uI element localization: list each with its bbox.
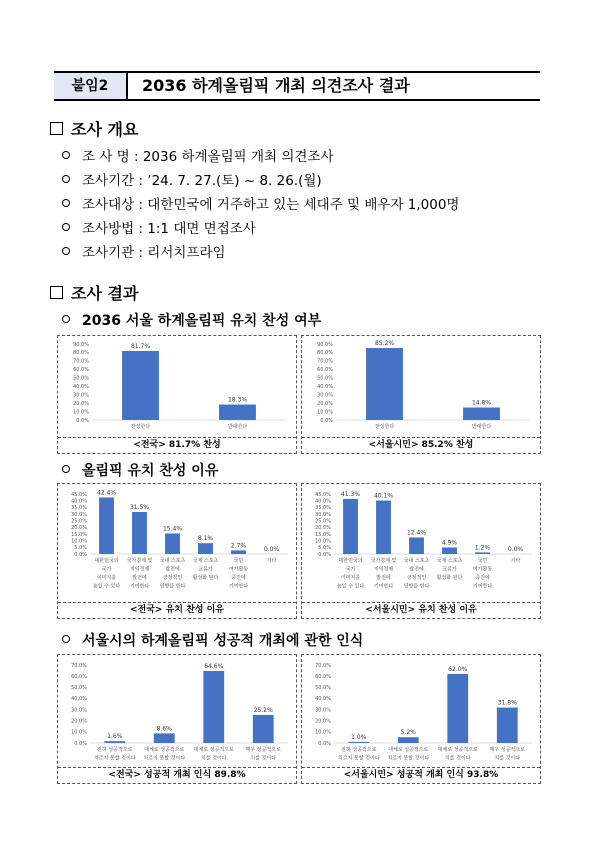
category-label-line: 긍정적인 [406,575,427,581]
section-overview-title: 조사 개요 [50,120,138,140]
y-tick-label: 70.0% [71,662,87,669]
y-tick-label: 0.0% [76,417,89,424]
bar [497,708,518,743]
y-tick-label: 50.0% [315,685,331,692]
y-tick-label: 45.0% [71,491,87,498]
category-label-line: 치를 것이다 [494,755,521,762]
bar [409,537,424,554]
category-label [375,423,394,430]
y-tick-label: 10.0% [71,538,87,545]
category-label [131,423,150,430]
category-label-line: 활성화 된다 [192,575,219,581]
category-label-line: 전혀 성공적으로 [341,747,377,753]
chart-national-reasons [58,484,296,604]
y-tick-label: 30.0% [315,707,331,714]
category-label-line: 발전에 [376,575,391,581]
category-label [160,557,186,590]
category-label-line: 높일 수 있다 [92,583,121,590]
category-label [143,746,185,762]
document-header [54,71,540,101]
data-label: 1.0% [351,733,367,741]
chart-seoul-support [302,336,540,439]
y-tick-label: 20.0% [73,400,89,407]
data-label: 64.6% [204,663,224,671]
category-label [194,746,234,762]
y-tick-label: 0.0% [74,740,87,747]
y-tick-label: 20.0% [71,525,87,532]
category-label-line: 대한민국의 [94,558,119,564]
y-tick-label: 40.0% [317,384,333,391]
chart-caption: <전국> 성공적 개최 인식 89.8% [58,767,296,783]
circle-bullet-icon [62,635,70,643]
category-label-line: 교류가 [442,566,457,573]
y-tick-label: 10.0% [315,729,331,736]
y-tick-label: 90.0% [73,341,89,348]
data-label: 1.6% [107,733,123,741]
category-label [473,557,492,590]
category-label-line: 활성화 된다 [436,575,463,581]
data-label: 31.8% [497,699,517,707]
category-label-line: 국내 스포츠 [403,558,430,564]
category-label-line: 반대한다 [471,424,492,430]
category-label-line: 치를 것이다 [250,755,277,762]
data-label: 31.5% [129,504,150,511]
bar [253,715,274,743]
square-bullet-icon [50,286,63,299]
category-label [246,746,282,762]
bar [154,733,175,743]
y-tick-label: 0.0% [318,551,331,558]
category-label-line: 대한민국의 [338,558,363,564]
category-label [127,557,153,590]
section-results-title: 조사 결과 [50,284,138,304]
overview-item: 조사기간 : ’24. 7. 27.(토) ~ 8. 26.(월) [62,172,322,190]
category-label-line: 지역경제 [129,566,150,573]
category-label-line: 찬성한다 [374,424,395,430]
category-label-line: 매우 성공적으로 [245,747,281,753]
bar [343,499,358,554]
data-label: 8.1% [197,535,214,543]
category-label-line: 기여한다 [129,583,150,590]
y-tick-label: 30.0% [317,392,333,399]
category-label-line: 기타 [266,558,277,564]
bar [366,348,403,420]
y-tick-label: 15.0% [71,531,87,538]
category-label-line: 국가경제 및 [370,558,397,564]
category-label [511,557,521,564]
y-tick-label: 10.0% [71,729,87,736]
bar [463,408,500,420]
category-label-line: 높일 수 있다 [336,583,365,590]
data-label: 15.4% [162,525,183,533]
category-label [404,557,430,590]
category-label [93,557,120,590]
square-bullet-icon [50,122,63,135]
circle-bullet-icon [62,315,70,323]
category-label-line: 치르지 못할 것이다 [93,755,136,762]
circle-bullet-icon [62,223,70,231]
category-label [387,746,429,762]
y-tick-label: 60.0% [73,367,89,374]
y-tick-label: 60.0% [71,673,87,680]
y-tick-label: 90.0% [317,341,333,348]
chart-caption: <전국> 81.7% 찬성 [58,437,296,453]
y-tick-label: 40.0% [73,384,89,391]
category-label-line: 치르지 못할 것이다 [387,755,430,762]
subsection-success-title: 서울시의 하계올림픽 성공적 개최에 관한 인식 [62,632,363,650]
category-label-line: 긍정적인 [162,575,183,581]
y-tick-label: 60.0% [317,367,333,374]
category-label [337,557,364,590]
circle-bullet-icon [62,151,70,159]
category-label [371,557,397,590]
bar [104,741,125,743]
data-label: 8.6% [156,725,172,733]
chart-panel-seoul-support [301,335,541,454]
category-label-line: 기여한다 [472,583,493,590]
y-tick-label: 10.0% [317,409,333,416]
category-label-line: 증진에 [231,575,246,581]
category-label-line: 반대한다 [227,424,248,430]
y-tick-label: 0.0% [74,551,87,558]
y-tick-label: 40.0% [315,696,331,703]
y-tick-label: 60.0% [315,673,331,680]
category-label-line: 국가 [101,566,112,573]
bar [165,533,180,554]
category-label-line: 찬성한다 [130,424,151,430]
category-label [228,423,247,430]
data-label: 41.3% [340,490,361,498]
data-label: 14.8% [471,399,492,407]
data-label: 42.4% [96,489,117,497]
category-label-line: 영향을 한다 [403,583,430,590]
category-label-line: 이미지를 [96,575,117,581]
y-tick-label: 35.0% [71,505,87,512]
category-label [472,423,491,430]
circle-bullet-icon [62,465,70,473]
y-tick-label: 5.0% [318,545,331,552]
data-label: 40.1% [373,492,394,500]
data-label: 18.3% [227,396,248,404]
category-label-line: 발전에 [409,566,424,573]
category-label-line: 치르지 못할 것이다 [143,755,186,762]
y-tick-label: 30.0% [71,511,87,518]
y-tick-label: 25.0% [71,518,87,525]
overview-item: 조사대상 : 대한민국에 거주하고 있는 세대주 및 배우자 1,000명 [62,196,459,214]
y-tick-label: 80.0% [73,350,89,357]
subsection-reasons-title: 올림픽 유치 찬성 이유 [62,462,218,480]
chart-panel-national-reasons [57,483,297,619]
bar [99,497,114,554]
bar [203,671,224,743]
y-tick-label: 40.0% [315,498,331,505]
chart-panel-national-success [57,654,297,784]
y-tick-label: 40.0% [71,498,87,505]
data-label: 81.7% [130,343,151,351]
category-label-line: 국제 스포츠 [436,558,463,564]
y-tick-label: 30.0% [73,392,89,399]
category-label-line: 발전에 [132,575,147,581]
category-label [193,557,219,581]
category-label-line: 교류가 [198,566,213,573]
category-label-line: 치를 것이다 [444,755,471,762]
data-label: 0.0% [263,546,280,553]
y-tick-label: 70.0% [317,358,333,365]
category-label-line: 치르지 못할 것이다 [337,755,380,762]
data-label: 5.2% [400,729,416,737]
y-tick-label: 20.0% [71,718,87,725]
y-tick-label: 0.0% [320,417,333,424]
chart-national-support [58,336,296,439]
chart-seoul-success [302,655,540,769]
category-label-line: 여가활동 [228,566,249,573]
data-label: 0.0% [507,546,524,553]
chart-caption: <서울시민> 유치 찬성 이유 [302,602,540,618]
category-label-line: 대체로 성공적으로 [144,747,185,753]
bar [475,552,490,554]
y-tick-label: 45.0% [315,491,331,498]
category-label-line: 매우 성공적으로 [489,747,525,753]
category-label-line: 국가 [345,566,356,573]
y-tick-label: 30.0% [315,511,331,518]
chart-caption: <서울시민> 성공적 개최 인식 93.8% [302,767,540,783]
category-label-line: 국제 스포츠 [192,558,219,564]
data-label: 12.4% [406,529,427,537]
y-tick-label: 20.0% [315,718,331,725]
category-label [437,557,463,581]
category-label-line: 영향을 한다 [159,583,186,590]
chart-panel-seoul-reasons [301,483,541,619]
category-label-line: 전혀 성공적으로 [97,747,133,753]
chart-panel-seoul-success [301,654,541,784]
y-tick-label: 35.0% [315,505,331,512]
category-label-line: 증진에 [475,575,490,581]
y-tick-label: 20.0% [315,525,331,532]
chart-caption: <서울시민> 85.2% 찬성 [302,437,540,453]
category-label-line: 치를 것이다 [200,755,227,762]
circle-bullet-icon [62,175,70,183]
bar [198,543,213,554]
bar [132,512,147,554]
category-label-line: 국가경제 및 [126,558,153,564]
category-label-line: 대체로 성공적으로 [388,747,429,753]
y-tick-label: 5.0% [74,545,87,552]
y-tick-label: 80.0% [317,350,333,357]
category-label-line: 이미지를 [340,575,361,581]
bar [447,674,468,743]
data-label: 85.2% [374,340,395,348]
document-title: 2036 하계올림픽 개최 의견조사 결과 [142,76,410,95]
category-label [94,746,136,762]
chart-panel-national-support [57,335,297,454]
y-tick-label: 50.0% [73,375,89,382]
circle-bullet-icon [62,247,70,255]
category-label-line: 기여한다 [228,583,249,590]
category-label-line: 대체로 성공적으로 [193,747,234,753]
chart-seoul-reasons [302,484,540,604]
data-label: 25.2% [253,706,273,714]
category-label [267,557,277,564]
category-label-line: 기타 [510,558,521,564]
bar [231,550,246,554]
bar [348,742,369,743]
category-label [229,557,248,590]
overview-item: 조 사 명 : 2036 하계올림픽 개최 의견조사 [62,148,334,166]
category-label-line: 국민 [233,558,244,564]
y-tick-label: 15.0% [315,531,331,538]
data-label: 1.2% [474,544,491,552]
category-label-line: 발전에 [165,566,180,573]
bar [122,351,159,420]
category-label [490,746,526,762]
y-tick-label: 40.0% [71,696,87,703]
category-label-line: 대체로 성공적으로 [437,747,478,753]
attachment-tag: 붙임2 [54,73,128,99]
data-label: 4.9% [441,539,458,547]
data-label: 2.7% [230,542,247,550]
category-label-line: 국민 [477,558,488,564]
y-tick-label: 70.0% [73,358,89,365]
circle-bullet-icon [62,199,70,207]
category-label-line: 기여한다 [373,583,394,590]
y-tick-label: 50.0% [71,685,87,692]
bar [376,501,391,554]
y-tick-label: 30.0% [71,707,87,714]
y-tick-label: 0.0% [318,740,331,747]
y-tick-label: 70.0% [315,662,331,669]
bar [219,405,256,420]
overview-item: 조사기관 : 리서치프라임 [62,244,226,262]
category-label [438,746,478,762]
y-tick-label: 10.0% [73,409,89,416]
y-tick-label: 10.0% [315,538,331,545]
category-label-line: 국내 스포츠 [159,558,186,564]
category-label-line: 여가활동 [472,566,493,573]
bar [442,547,457,554]
chart-national-success [58,655,296,769]
subsection-support-title: 2036 서울 하계올림픽 유치 찬성 여부 [62,312,321,330]
y-tick-label: 50.0% [317,375,333,382]
data-label: 62.0% [448,665,468,673]
y-tick-label: 25.0% [315,518,331,525]
category-label [338,746,380,762]
bar [398,737,419,743]
y-tick-label: 20.0% [317,400,333,407]
chart-caption: <전국> 유치 찬성 이유 [58,602,296,618]
category-label-line: 지역경제 [373,566,394,573]
overview-item: 조사방법 : 1:1 대면 면접조사 [62,220,256,238]
